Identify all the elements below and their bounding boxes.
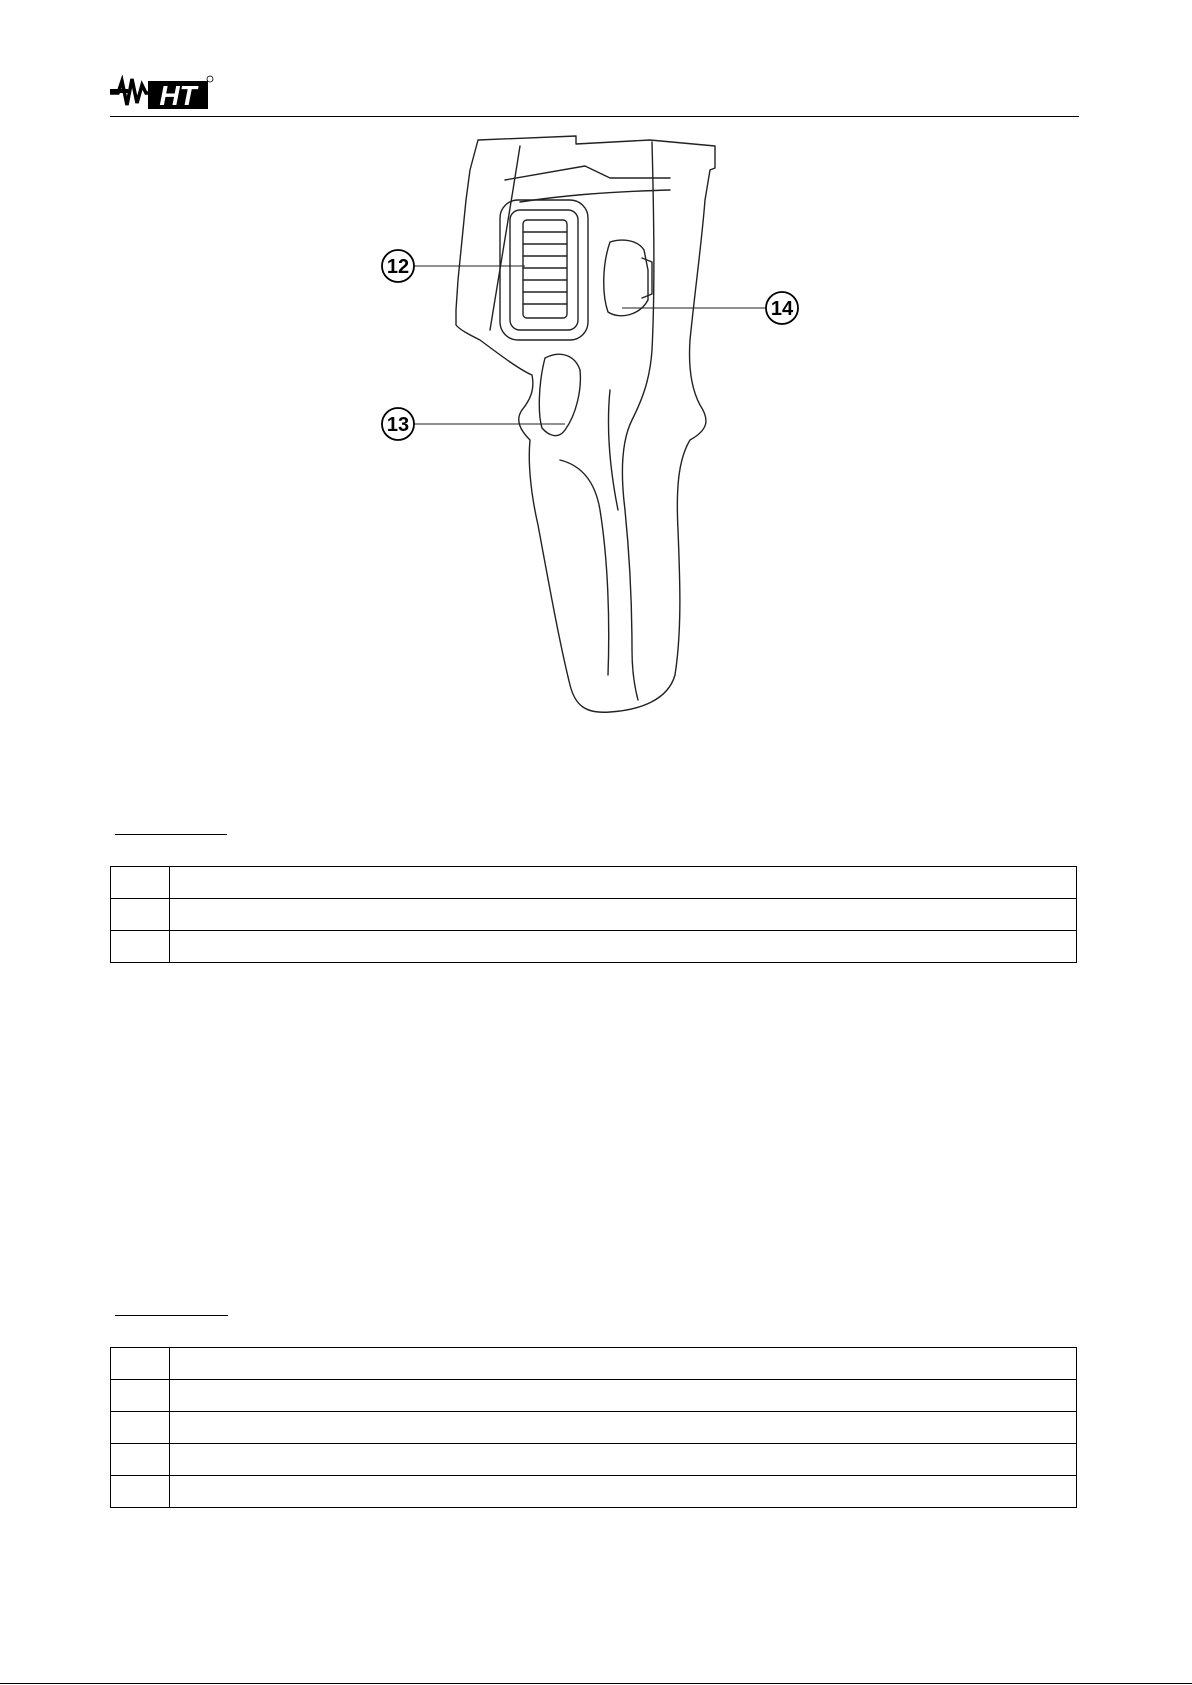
table-row — [111, 867, 1077, 899]
row-description — [170, 1412, 1077, 1444]
header-divider — [110, 116, 1079, 117]
row-description — [170, 867, 1077, 899]
row-description — [170, 1348, 1077, 1380]
row-number — [111, 867, 170, 899]
legend-table-2 — [110, 1347, 1077, 1508]
row-description — [170, 1444, 1077, 1476]
legend-table-1 — [110, 866, 1077, 963]
table-row — [111, 931, 1077, 963]
device-rear-view-illustration — [370, 130, 830, 755]
row-number — [111, 1444, 170, 1476]
row-number — [111, 1476, 170, 1508]
callout-12-label: 12 — [386, 256, 410, 278]
row-description — [170, 899, 1077, 931]
row-number — [111, 1412, 170, 1444]
callout-12 — [382, 250, 525, 282]
row-number — [111, 931, 170, 963]
table-row — [111, 1348, 1077, 1380]
logo-text: HT — [159, 80, 197, 111]
callout-13-label: 13 — [386, 414, 410, 436]
table-row — [111, 1412, 1077, 1444]
footer-divider — [0, 1683, 1192, 1684]
table-row — [111, 1444, 1077, 1476]
row-description — [170, 1476, 1077, 1508]
row-description — [170, 931, 1077, 963]
table-row — [111, 899, 1077, 931]
row-number — [111, 899, 170, 931]
section-1-heading-underline — [115, 834, 227, 835]
row-number — [111, 1380, 170, 1412]
ht-logo — [110, 75, 214, 111]
callout-14-label: 14 — [770, 298, 794, 320]
row-number — [111, 1348, 170, 1380]
table-row — [111, 1476, 1077, 1508]
row-description — [170, 1380, 1077, 1412]
section-2-heading-underline — [115, 1315, 228, 1316]
callout-13 — [382, 408, 565, 440]
table-row — [111, 1380, 1077, 1412]
